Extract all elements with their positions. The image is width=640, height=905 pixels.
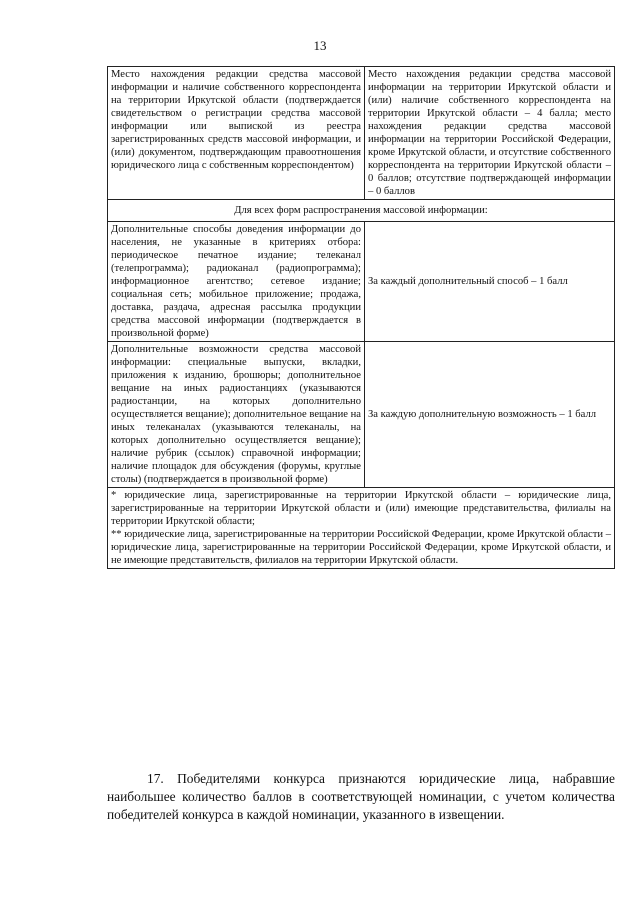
scoring-cell — [365, 222, 615, 342]
table-row — [108, 342, 615, 488]
criterion-text: Дополнительные возможности средства массовой информации: специальные выпуски, вкладки, приложения к изданию, брошюры; дополнительное вещание на иных радиостанциях (указываются радиостанции, на которых дополнительно осуществляется вещание); дополнительное вещание на иных телеканалах (указываются телеканалы, на которых дополнительно осуществляется вещание); наличие рубрик (ссылок) справочной информации; наличие площадок для обсуждения (форумы, круглые столы) (подтверждается в произвольной форме) — [111, 344, 361, 485]
scoring-text: Место нахождения редакции средства массовой информации на территории Иркутской области и (или) наличие собственного корреспондента на территории Иркутской области – 4 балла; место нахождения редакции средства массовой информации на территории Российской Федерации, кроме Иркутской области, и отсутствие собственного корреспондента на территории Иркутской области – 0 баллов; отсутствие подтверждающей информации – 0 баллов — [368, 69, 611, 197]
criterion-text: Дополнительные способы доведения информации до населения, не указанные в критериях отбора: периодическое печатное издание; телеканал (телепрограмма); радиоканал (радиопрограмма); информационное агентство; сетевое издание; социальная сеть; мобильное приложение; продажа, доставка, раздача, адресная рассылка продукции средства массовой информации (подтверждается в произвольной форме) — [111, 224, 361, 339]
criterion-cell — [108, 342, 365, 488]
table-row — [108, 200, 615, 222]
scoring-cell — [365, 342, 615, 488]
table-row — [108, 67, 615, 200]
section-header — [108, 200, 615, 222]
footnote-1: * юридические лица, зарегистрированные на территории Иркутской области – юридические лица, зарегистрированные на территории Иркутской области и (или) имеющие представительства, филиалы на территории Иркутской области; — [111, 490, 611, 527]
scoring-text: За каждый дополнительный способ – 1 балл — [368, 276, 568, 287]
scoring-cell — [365, 67, 615, 200]
criteria-table — [107, 66, 615, 569]
criterion-cell — [108, 67, 365, 200]
paragraph-17: 17. Победителями конкурса признаются юридические лица, набравшие наибольшее количество баллов в соответствующей номинации, с учетом количества победителей конкурса в каждой номинации, указанного в извещении. — [107, 771, 615, 822]
criterion-text: Место нахождения редакции средства массовой информации и наличие собственного корреспондента на территории Иркутской области (подтверждается свидетельством о регистрации средства массовой информации или выпиской из реестра зарегистрированных средств массовой информации, и (или) документом, подтверждающим правоотношения юридического лица с собственным корреспондентом) — [111, 69, 361, 171]
scoring-text: За каждую дополнительную возможность – 1 балл — [368, 409, 597, 420]
table-row — [108, 222, 615, 342]
section-header-text: Для всех форм распространения массовой информации: — [234, 205, 488, 216]
footnote-2: ** юридические лица, зарегистрированные на территории Российской Федерации, кроме Иркутской области – юридические лица, зарегистрированные на территории Российской Федерации, кроме Иркутской области, и не имеющие представительств, филиалов на территории Иркутской области. — [111, 529, 612, 566]
page-number: 13 — [313, 38, 327, 53]
table-row — [108, 488, 615, 569]
criterion-cell — [108, 222, 365, 342]
footnotes-cell — [108, 488, 615, 569]
